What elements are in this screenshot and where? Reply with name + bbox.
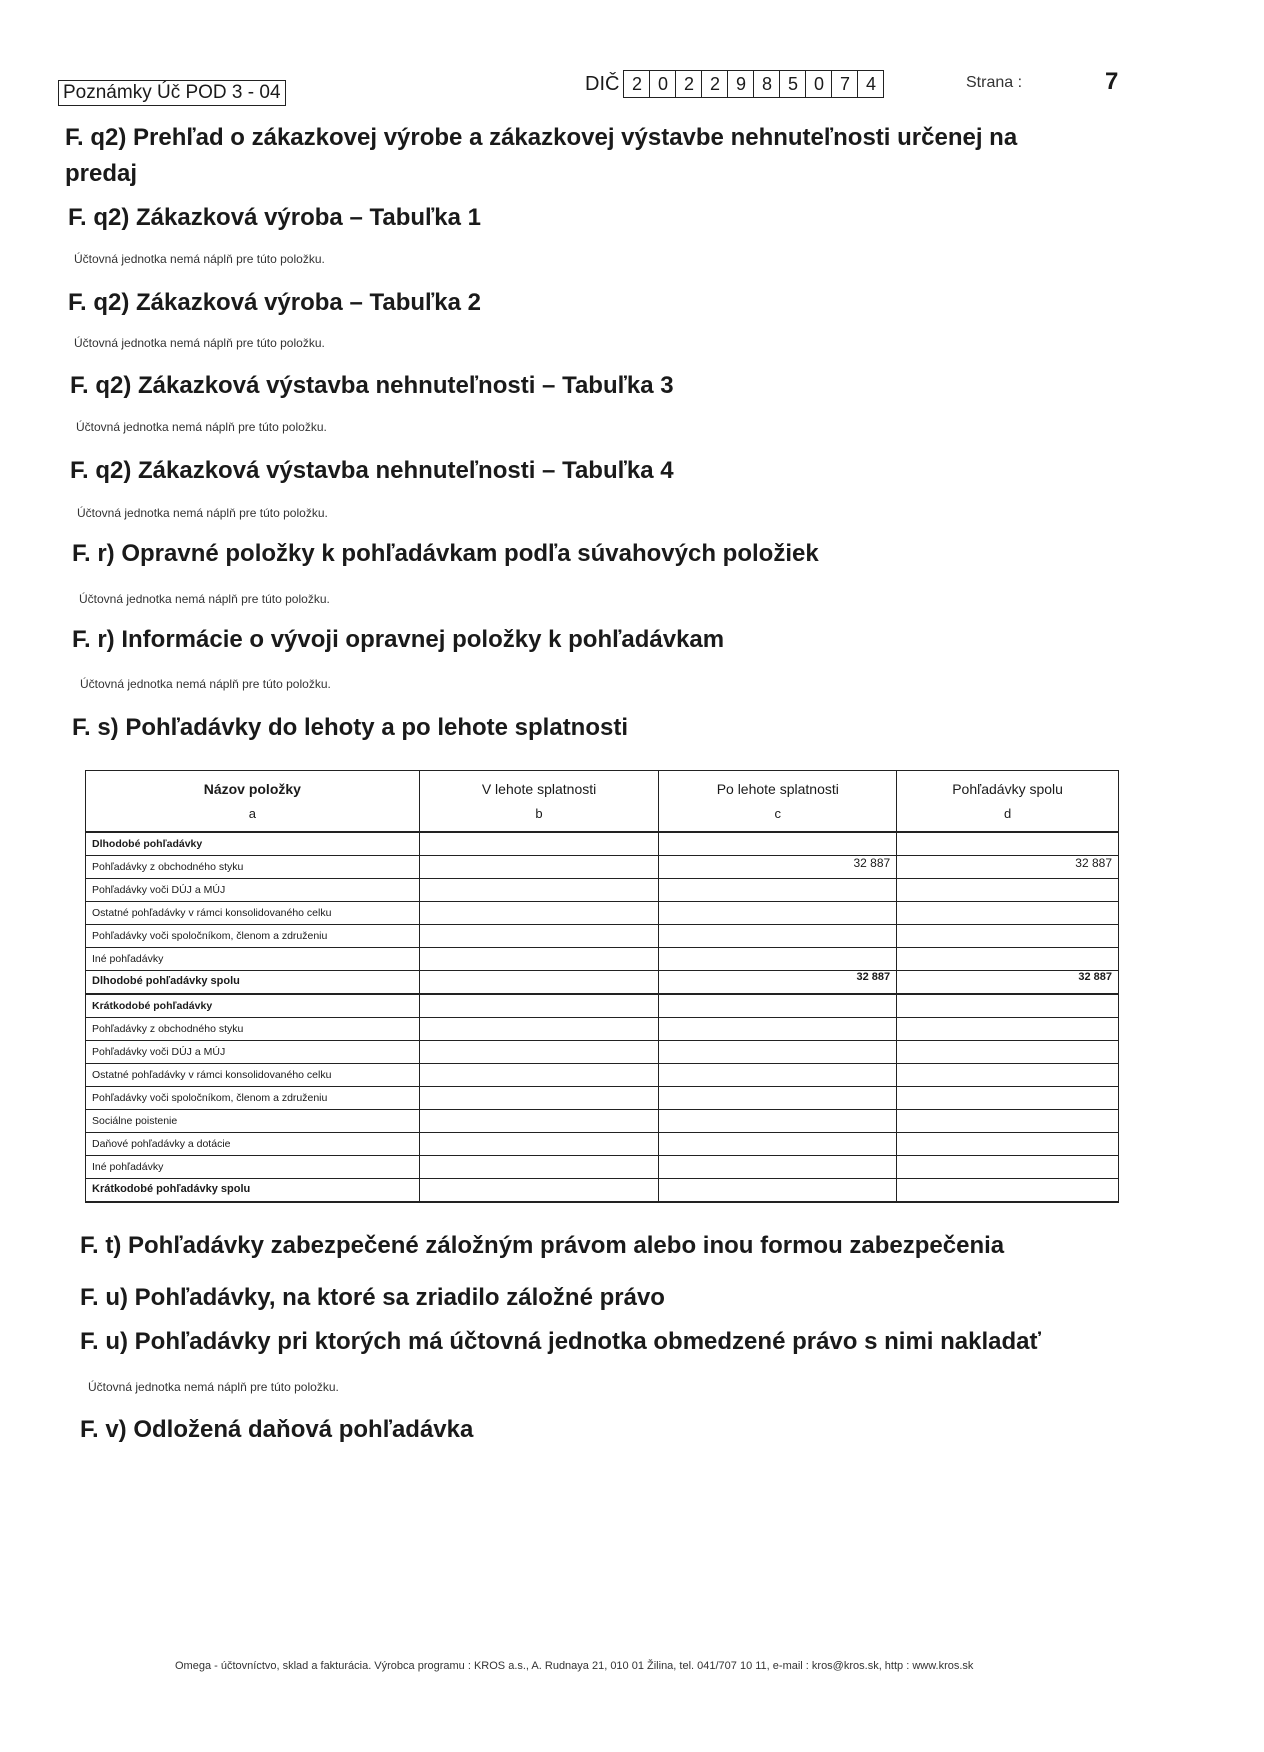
dic-digit: 8 bbox=[754, 71, 780, 97]
row-label: Pohľadávky z obchodného styku bbox=[86, 1018, 420, 1041]
value-cell-c: 32 887 bbox=[659, 856, 897, 879]
value-cell-d bbox=[897, 902, 1119, 925]
section-title: F. v) Odložená daňová pohľadávka bbox=[80, 1416, 474, 1443]
value-cell-d bbox=[897, 1064, 1119, 1087]
table-row bbox=[86, 948, 1119, 971]
value-cell-d bbox=[897, 1179, 1119, 1203]
value-cell-b bbox=[419, 1087, 659, 1110]
column-header-name: Názov položky bbox=[203, 780, 301, 797]
dic-digit: 2 bbox=[676, 71, 702, 97]
section-title: F. q2) Zákazková výstavba nehnuteľnosti – Tabuľka 4 bbox=[70, 457, 674, 484]
dic-field bbox=[585, 70, 884, 98]
row-label: Dlhodobé pohľadávky spolu bbox=[86, 971, 420, 995]
value-cell-c bbox=[659, 994, 897, 1018]
table-row bbox=[86, 1087, 1119, 1110]
value-cell-d bbox=[897, 1133, 1119, 1156]
section-note: Účtovná jednotka nemá náplň pre túto položku. bbox=[74, 252, 325, 266]
row-label: Krátkodobé pohľadávky bbox=[86, 994, 420, 1018]
section-note: Účtovná jednotka nemá náplň pre túto položku. bbox=[74, 336, 325, 350]
footer-text: Omega - účtovníctvo, sklad a fakturácia. Výrobca programu : KROS a.s., A. Rudnaya 21, 010 01 Žilina, tel. 041/707 10 11, e-mail : kros@kros.sk, http : www.kros.sk bbox=[175, 1660, 974, 1672]
value-cell-b bbox=[419, 1156, 659, 1179]
value-cell-b bbox=[419, 1064, 659, 1087]
value-cell-d: 32 887 bbox=[897, 971, 1119, 995]
table-row bbox=[86, 879, 1119, 902]
value-cell-d bbox=[897, 925, 1119, 948]
section-title: F. r) Informácie o vývoji opravnej položky k pohľadávkam bbox=[72, 626, 725, 653]
row-label: Krátkodobé pohľadávky spolu bbox=[86, 1179, 420, 1203]
value-cell-b bbox=[419, 1041, 659, 1064]
header-doc-code: Poznámky Úč POD 3 - 04 bbox=[58, 80, 286, 106]
value-cell-b bbox=[419, 879, 659, 902]
value-cell-c bbox=[659, 1133, 897, 1156]
dic-digit-boxes bbox=[623, 70, 884, 98]
table-total-row bbox=[86, 971, 1119, 995]
section-title: F. u) Pohľadávky pri ktorých má účtovná jednotka obmedzené právo s nimi nakladať bbox=[80, 1328, 1041, 1355]
column-header-letter: b bbox=[535, 805, 543, 821]
row-label: Dlhodobé pohľadávky bbox=[86, 832, 420, 856]
dic-digit: 0 bbox=[806, 71, 832, 97]
table-row bbox=[86, 1018, 1119, 1041]
section-title: F. u) Pohľadávky, na ktoré sa zriadilo záložné právo bbox=[80, 1284, 665, 1311]
value-cell-b bbox=[419, 925, 659, 948]
value-cell-b bbox=[419, 856, 659, 879]
value-cell-d bbox=[897, 832, 1119, 856]
section-title: F. r) Opravné položky k pohľadávkam podľa súvahových položiek bbox=[72, 540, 819, 567]
value-cell-b bbox=[419, 994, 659, 1018]
value-cell-d bbox=[897, 948, 1119, 971]
section-note: Účtovná jednotka nemá náplň pre túto položku. bbox=[76, 420, 327, 434]
section-title: F. t) Pohľadávky zabezpečené záložným právom alebo inou formou zabezpečenia bbox=[80, 1232, 1005, 1259]
section-title: F. q2) Zákazková výstavba nehnuteľnosti – Tabuľka 3 bbox=[70, 372, 674, 399]
dic-label: DIČ bbox=[585, 72, 620, 95]
row-label: Ostatné pohľadávky v rámci konsolidovaného celku bbox=[86, 1064, 420, 1087]
column-header bbox=[659, 771, 897, 833]
row-label: Pohľadávky z obchodného styku bbox=[86, 856, 420, 879]
table-row bbox=[86, 856, 1119, 879]
table-row bbox=[86, 925, 1119, 948]
value-cell-b bbox=[419, 971, 659, 995]
section-note: Účtovná jednotka nemá náplň pre túto položku. bbox=[88, 1380, 339, 1394]
column-header-name: Po lehote splatnosti bbox=[716, 780, 839, 797]
page-number: 7 bbox=[1105, 68, 1119, 95]
receivables-table bbox=[85, 770, 1119, 1203]
section-title: F. q2) Zákazková výroba – Tabuľka 1 bbox=[68, 204, 481, 231]
value-cell-c bbox=[659, 832, 897, 856]
value-cell-b bbox=[419, 832, 659, 856]
row-label: Pohľadávky voči DÚJ a MÚJ bbox=[86, 879, 420, 902]
column-header-name: V lehote splatnosti bbox=[481, 780, 597, 797]
dic-digit: 9 bbox=[728, 71, 754, 97]
column-header bbox=[897, 771, 1119, 833]
value-cell-d: 32 887 bbox=[897, 856, 1119, 879]
value-cell-c bbox=[659, 1064, 897, 1087]
column-header-letter: d bbox=[1003, 805, 1012, 821]
section-title: F. q2) Zákazková výroba – Tabuľka 2 bbox=[68, 289, 481, 316]
table-body bbox=[86, 832, 1119, 1202]
table-row bbox=[86, 1110, 1119, 1133]
dic-digit: 2 bbox=[624, 71, 650, 97]
dic-digit: 5 bbox=[780, 71, 806, 97]
value-cell-c bbox=[659, 1018, 897, 1041]
value-cell-c: 32 887 bbox=[659, 971, 897, 995]
value-cell-b bbox=[419, 1018, 659, 1041]
table-row bbox=[86, 1064, 1119, 1087]
table-header-row bbox=[86, 771, 1119, 833]
table-group-row bbox=[86, 994, 1119, 1018]
row-label: Iné pohľadávky bbox=[86, 948, 420, 971]
table-row bbox=[86, 1041, 1119, 1064]
row-label: Ostatné pohľadávky v rámci konsolidovaného celku bbox=[86, 902, 420, 925]
table-row bbox=[86, 1133, 1119, 1156]
value-cell-b bbox=[419, 1133, 659, 1156]
table-group-row bbox=[86, 832, 1119, 856]
column-header bbox=[86, 771, 420, 833]
section-title: F. s) Pohľadávky do lehoty a po lehote splatnosti bbox=[72, 714, 629, 741]
value-cell-d bbox=[897, 1110, 1119, 1133]
dic-digit: 4 bbox=[865, 74, 876, 94]
column-header-name: Pohľadávky spolu bbox=[952, 780, 1063, 797]
row-label: Pohľadávky voči DÚJ a MÚJ bbox=[86, 1041, 420, 1064]
section-note: Účtovná jednotka nemá náplň pre túto položku. bbox=[77, 506, 328, 520]
value-cell-d bbox=[897, 1018, 1119, 1041]
value-cell-d bbox=[897, 994, 1119, 1018]
value-cell-c bbox=[659, 879, 897, 902]
value-cell-b bbox=[419, 948, 659, 971]
table-row bbox=[86, 902, 1119, 925]
row-label: Sociálne poistenie bbox=[86, 1110, 420, 1133]
row-label: Iné pohľadávky bbox=[86, 1156, 420, 1179]
value-cell-d bbox=[897, 1041, 1119, 1064]
dic-digit: 7 bbox=[832, 71, 858, 97]
value-cell-d bbox=[897, 1087, 1119, 1110]
value-cell-c bbox=[659, 1156, 897, 1179]
row-label: Daňové pohľadávky a dotácie bbox=[86, 1133, 420, 1156]
value-cell-c bbox=[659, 948, 897, 971]
value-cell-d bbox=[897, 879, 1119, 902]
section-note: Účtovná jednotka nemá náplň pre túto položku. bbox=[80, 677, 331, 691]
value-cell-b bbox=[419, 1179, 659, 1203]
dic-digit: 0 bbox=[650, 71, 676, 97]
value-cell-c bbox=[659, 1179, 897, 1203]
section-title: F. q2) Prehľad o zákazkovej výrobe a zákazkovej výstavbe nehnuteľnosti určenej na predaj bbox=[65, 124, 1018, 187]
value-cell-c bbox=[659, 1087, 897, 1110]
value-cell-b bbox=[419, 902, 659, 925]
dic-digit: 2 bbox=[702, 71, 728, 97]
value-cell-c bbox=[659, 925, 897, 948]
table-row bbox=[86, 1156, 1119, 1179]
value-cell-c bbox=[659, 1041, 897, 1064]
value-cell-b bbox=[419, 1110, 659, 1133]
table-total-row bbox=[86, 1179, 1119, 1203]
column-header bbox=[419, 771, 659, 833]
value-cell-d bbox=[897, 1156, 1119, 1179]
value-cell-c bbox=[659, 902, 897, 925]
section-note: Účtovná jednotka nemá náplň pre túto položku. bbox=[79, 592, 330, 606]
row-label: Pohľadávky voči spoločníkom, členom a združeniu bbox=[86, 925, 420, 948]
value-cell-c bbox=[659, 1110, 897, 1133]
column-header-letter: a bbox=[248, 805, 256, 821]
column-header-letter: c bbox=[774, 805, 782, 821]
strana-label: Strana : bbox=[966, 74, 1023, 91]
row-label: Pohľadávky voči spoločníkom, členom a združeniu bbox=[86, 1087, 420, 1110]
